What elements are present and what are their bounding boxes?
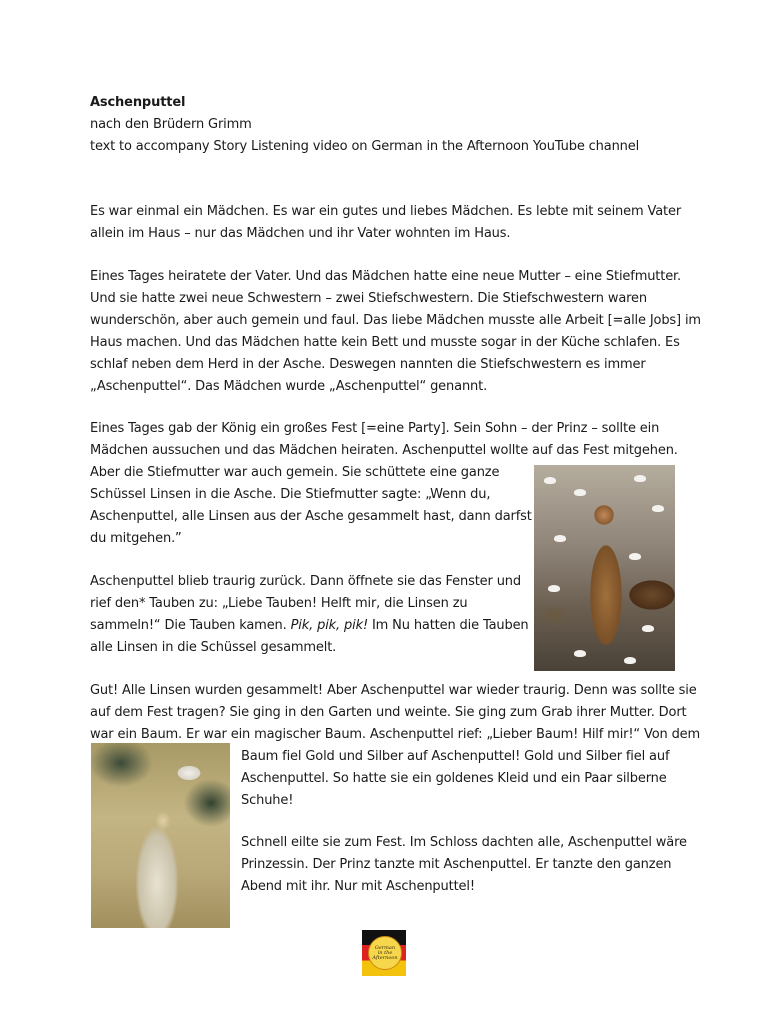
paragraph-3-line: Aber die Stiefmutter war auch gemein. Sie schüttete eine ganze — [90, 465, 500, 480]
paragraph-4-text: Im Nu hatten die Tauben — [368, 618, 529, 633]
dove-shape — [544, 477, 556, 484]
paragraph-5-line: Aschenputtel. So hatte sie ein goldenes Kleid und ein Paar silberne — [241, 771, 667, 786]
dove-shape — [652, 505, 664, 512]
paragraph-2-line: schlaf neben dem Herd in der Asche. Deswegen nannten die Stiefschwestern es immer — [90, 357, 646, 372]
dove-shape — [634, 475, 646, 482]
german-in-the-afternoon-logo — [362, 930, 406, 976]
paragraph-6-line: Schnell eilte sie zum Fest. Im Schloss dachten alle, Aschenputtel wäre — [241, 835, 687, 850]
paragraph-3-line: Aschenputtel, alle Linsen aus der Asche gesammelt hast, dann darfst — [90, 509, 532, 524]
illustration-aschenputtel-doves — [534, 465, 675, 671]
paragraph-5-line: war ein Baum. Er war ein magischer Baum. Aschenputtel rief: „Lieber Baum! Hilf mir!“ Von dem — [90, 727, 701, 742]
document-title: Aschenputtel — [90, 95, 186, 110]
paragraph-2-line: Haus machen. Und das Mädchen hatte kein Bett und musste sogar in der Küche schlafen. Es — [90, 335, 680, 350]
paragraph-4-line: Aschenputtel blieb traurig zurück. Dann öffnete sie das Fenster und — [90, 574, 521, 589]
paragraph-2-line: Und sie hatte zwei neue Schwestern – zwei Stiefschwestern. Die Stiefschwestern waren — [90, 291, 647, 306]
paragraph-5-line: Baum fiel Gold und Silber auf Aschenputtel! Gold und Silber fiel auf — [241, 749, 670, 764]
paragraph-4-emphasis: Pik, pik, pik! — [290, 618, 369, 633]
paragraph-5-line: auf dem Fest tragen? Sie ging in den Garten und weinte. Sie ging zum Grab ihrer Mutter. Dort — [90, 705, 687, 720]
logo-text-line: German — [374, 945, 396, 951]
document-note: text to accompany Story Listening video on German in the Afternoon YouTube channel — [90, 139, 640, 154]
paragraph-2-line: „Aschenputtel“. Das Mädchen wurde „Aschenputtel“ genannt. — [90, 379, 488, 394]
logo-text-line: Afternoon — [372, 955, 398, 961]
paragraph-4-line — [90, 615, 529, 637]
dove-shape — [624, 657, 636, 664]
document-subtitle: nach den Brüdern Grimm — [90, 117, 252, 132]
dove-shape — [629, 553, 641, 560]
dove-shape — [642, 625, 654, 632]
illustration-aschenputtel-tree — [91, 743, 230, 928]
paragraph-3-line: du mitgehen.” — [90, 531, 182, 546]
dove-shape — [554, 535, 566, 542]
paragraph-6-line: Prinzessin. Der Prinz tanzte mit Aschenputtel. Er tanzte den ganzen — [241, 857, 672, 872]
logo-text — [369, 946, 401, 961]
paragraph-1-line: Es war einmal ein Mädchen. Es war ein gutes und liebes Mädchen. Es lebte mit seinem Vater — [90, 204, 682, 219]
paragraph-2-line: wunderschön, aber auch gemein und faul. Das liebe Mädchen musste alle Arbeit [=alle Jobs] im — [90, 313, 701, 328]
dove-shape — [574, 489, 586, 496]
dove-shape — [574, 650, 586, 657]
paragraph-3-line: Eines Tages gab der König ein großes Fest [=eine Party]. Sein Sohn – der Prinz – sollte ein — [90, 421, 660, 436]
paragraph-2-line: Eines Tages heiratete der Vater. Und das Mädchen hatte eine neue Mutter – eine Stiefmutter. — [90, 269, 682, 284]
paragraph-4-line: rief den* Tauben zu: „Liebe Tauben! Helft mir, die Linsen zu — [90, 596, 468, 611]
paragraph-3-line: Mädchen aussuchen und das Mädchen heiraten. Aschenputtel wollte auf das Fest mitgehen. — [90, 443, 678, 458]
logo-text-line: in the — [377, 950, 393, 956]
paragraph-5-line: Schuhe! — [241, 793, 294, 808]
paragraph-5-line: Gut! Alle Linsen wurden gesammelt! Aber Aschenputtel war wieder traurig. Denn was sollte sie — [90, 683, 697, 698]
paragraph-3-line: Schüssel Linsen in die Asche. Die Stiefmutter sagte: „Wenn du, — [90, 487, 491, 502]
paragraph-1-line: allein im Haus – nur das Mädchen und ihr Vater wohnten im Haus. — [90, 226, 511, 241]
paragraph-4-line: alle Linsen in die Schüssel gesammelt. — [90, 640, 337, 655]
paragraph-4-text: sammeln!“ Die Tauben kamen. — [90, 618, 291, 633]
sun-icon — [368, 936, 402, 970]
dove-shape — [548, 585, 560, 592]
paragraph-6-line: Abend mit ihr. Nur mit Aschenputtel! — [241, 879, 475, 894]
